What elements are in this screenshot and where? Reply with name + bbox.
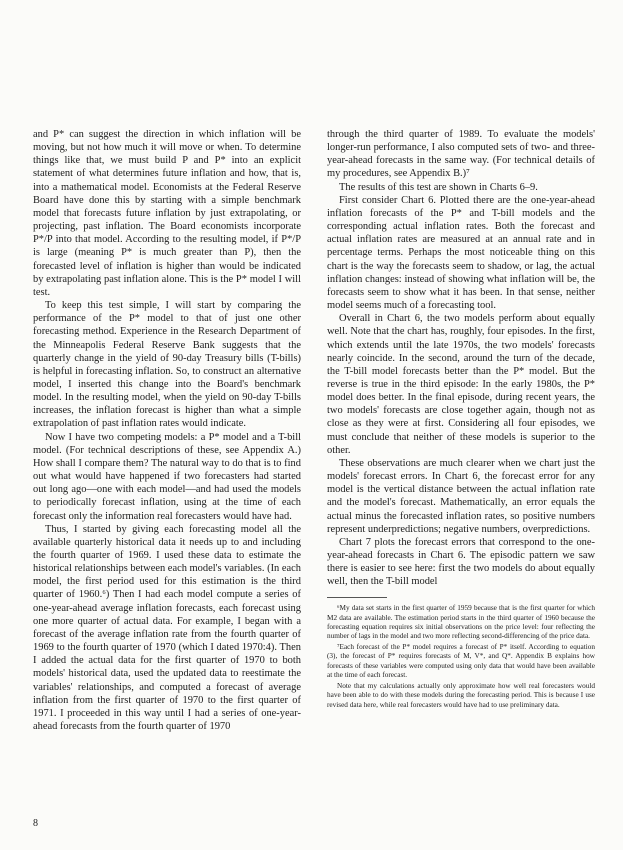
paragraph: Thus, I started by giving each forecasting model all the available quarterly historical data it needs up to and including the fourth quarter of 1969. I used these data to estimate the historical relationships between each model's variables. (In each model, the first period used for this estimation is the third quarter of 1960.⁶) Then I had each model compute a series of one-year-ahead average inflation forecasts, each forecast using one more quarter of actual data. For example, I began with a forecast of the average inflation rate from the fourth quarter of 1969 to the fourth quarter of 1970 (which I dated 1970:4). Then I added the actual data for the first quarter of 1970 to both models' historical data, used the updated data to reestimate the variables' relationships, and computed a forecast of average inflation from the first quarter of 1970 to the first quarter of 1971. I proceeded in this way until I had a series of one-year-ahead forecasts from the fourth quarter of 1970 [33, 523, 301, 733]
paragraph: through the third quarter of 1989. To evaluate the models' longer-run performance, I also computed sets of two- and three-year-ahead forecasts in the same way. (For technical details of my procedures, see Appendix B.)⁷ [327, 129, 595, 180]
paragraph: To keep this test simple, I will start by comparing the performance of the P* model to that of just one other forecasting method. Experience in the Research Department of the Minneapolis Federal Reserve Bank suggests that the quarterly change in the yield of 90-day Treasury bills (T-bills) is helpful in forecasting inflation. So, to construct an alternative model, I inserted this change into the Board's benchmark model. In the resulting model, when the yield on 90-day T-bills increases, the inflation forecast is higher than what a simple extrapolation of past inflation rates would indicate. [33, 300, 301, 430]
left-column [33, 128, 301, 733]
page-number: 8 [33, 818, 38, 829]
paragraph: Chart 7 plots the forecast errors that correspond to the one-year-ahead forecasts in Chart 6. The episodic pattern we saw there is easier to see here: first the two models do about equally well, then the T-bill model [327, 536, 595, 588]
footnote-divider [327, 597, 387, 598]
footnote: ⁷Each forecast of the P* model requires a forecast of P* itself. According to equation (3), the forecast of P* requires forecasts of M, V*, and Q*. Appendix B explains how forecasts of these variables were computed using only data that would have been available at the time of each forecast. [327, 643, 595, 679]
footnotes [327, 604, 595, 709]
paragraph: Overall in Chart 6, the two models perform about equally well. Note that the chart has, roughly, four episodes. In the first, which extends until the late 1970s, the two models' forecasts nearly coincide. In the second, around the turn of the decade, the T-bill model forecasts better than the P* model. But the reverse is true in the third episode: In the early 1980s, the P* model does better. In the final episode, during recent years, the two models' forecasts are close together again, though not as close as they were at first. Considering all four episodes, we must conclude that neither of these models is superior to the other. [327, 313, 595, 456]
footnote: Note that my calculations actually only approximate how well real forecasters would have been able to do with these models during the forecasting period. This is because I use revised data here, while real forecasters would have had to use preliminary data. [327, 682, 595, 709]
right-column [327, 128, 595, 712]
paragraph: These observations are much clearer when we chart just the models' forecast errors. In Chart 6, the forecast error for any model is the vertical distance between the actual inflation rate and the model's forecast. Mathematically, an error equals the actual minus the forecasted inflation rates, so positive numbers represent underpredictions; negative numbers, overpredictions. [327, 457, 595, 535]
paragraph: The results of this test are shown in Charts 6–9. [339, 181, 538, 193]
footnote: ⁶My data set starts in the first quarter of 1959 because that is the first quarter for which M2 data are available. The estimation period starts in the third quarter of 1960 because the forecasting equation requires six initial observations on the price level: four reflecting the number of lags in the model and two more reflecting second-differencing of the price data. [327, 604, 595, 641]
paragraph: Now I have two competing models: a P* model and a T-bill model. (For technical descriptions of these, see Appendix A.) How shall I compare them? The natural way to do that is to find out what would have happened if two forecasters had started out long ago—one with each model—and had used the models to periodically forecast inflation, using at the time of each forecast only the information real forecasters would have had. [33, 431, 301, 522]
paragraph: and P* can suggest the direction in which inflation will be moving, but not how much it will move or when. To determine things like that, we must build P and P* into an explicit statement of what determines future inflation and how, that is, into a mathematical model. Economists at the Federal Reserve Board have done this by starting with a simple benchmark model that forecasts future inflation by just extrapolating, or projecting, past inflation. The Board economists incorporate P*/P into that model. According to the resulting model, if P*/P is large (meaning P* is much greater than P), then the forecasted level of inflation is higher than would be indicated by extrapolating past inflation alone. This is the P* model I will test. [33, 129, 301, 298]
paragraph: First consider Chart 6. Plotted there are the one-year-ahead inflation forecasts of the P* and T-bill models and the corresponding actual inflation rates. Both the forecast and actual inflation rates are measured at an annual rate and in percentage terms. Perhaps the most noticeable thing on this chart is the way the forecasts seem to shadow, or lag, the actual inflation changes: instead of showing what inflation will be, the forecasts seem to show what it has been. In that sense, neither model seems much of a forecasting tool. [327, 194, 595, 312]
